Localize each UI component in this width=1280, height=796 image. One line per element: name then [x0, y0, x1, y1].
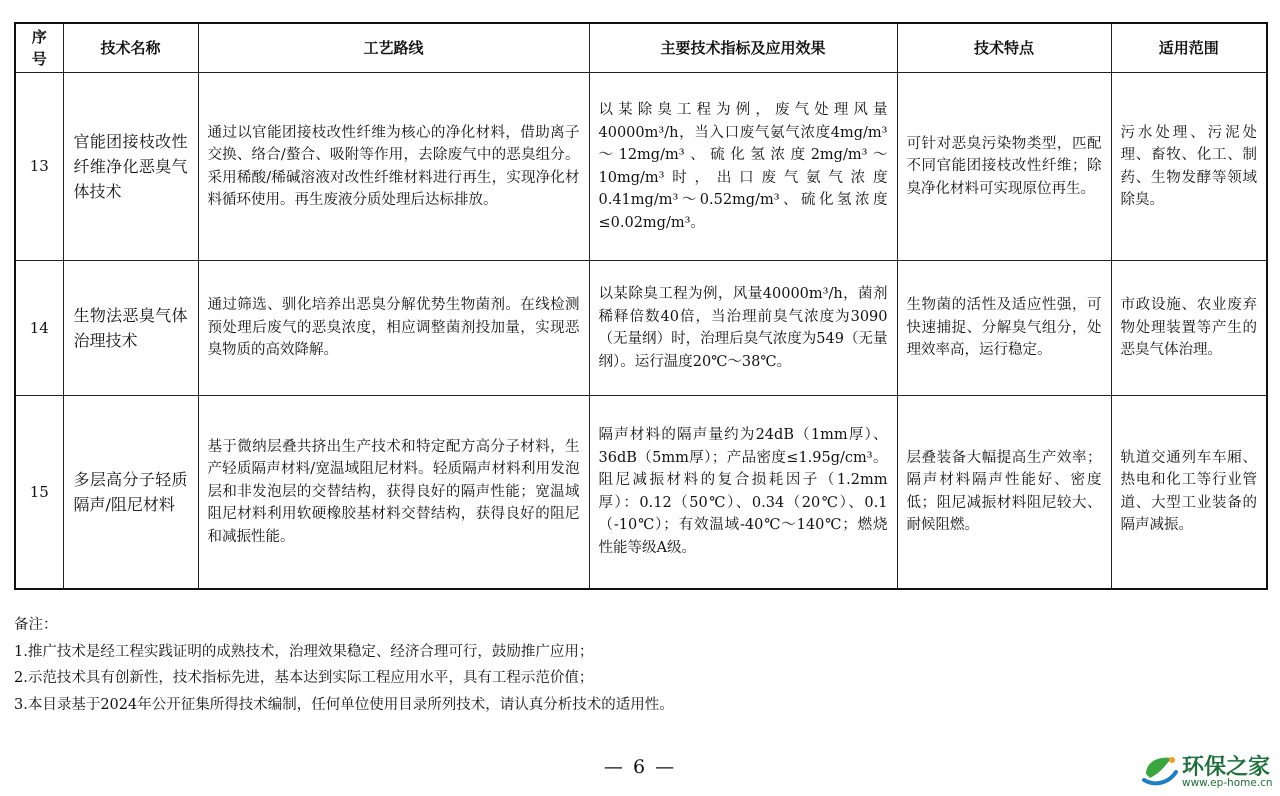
col-header-features: 技术特点 [897, 23, 1111, 73]
tech-name: 多层高分子轻质隔声/阻尼材料 [63, 396, 198, 589]
scope: 污水处理、污泥处理、畜牧、化工、制药、生物发酵等领域除臭。 [1111, 73, 1267, 261]
col-header-process: 工艺路线 [198, 23, 589, 73]
features: 生物菌的活性及适应性强，可快速捕捉、分解臭气组分，处理效率高，运行稳定。 [897, 261, 1111, 396]
watermark-site: www.ep-home.cn [1182, 777, 1273, 789]
leaf-swirl-icon [1140, 750, 1180, 790]
indicators: 以某除臭工程为例，风量40000m³/h，菌剂稀释倍数40倍，当治理前臭气浓度为3090（无量纲）时，治理后臭气浓度为549（无量纲）。运行温度20℃～38℃。 [589, 261, 897, 396]
process-route: 基于微纳层叠共挤出生产技术和特定配方高分子材料，生产轻质隔声材料/宽温域阻尼材料。轻质隔声材料利用发泡层和非发泡层的交替结构，获得良好的隔声性能；宽温域阻尼材料利用软硬橡胶基材料交替结构，获得良好的阻尼和减振性能。 [198, 396, 589, 589]
note-item: 1.推广技术是经工程实践证明的成熟技术，治理效果稳定、经济合理可行，鼓励推广应用； [14, 643, 594, 660]
col-header-scope: 适用范围 [1111, 23, 1267, 73]
tech-name: 官能团接枝改性纤维净化恶臭气体技术 [63, 73, 198, 261]
note-item: 2.示范技术具有创新性，技术指标先进，基本达到实际工程应用水平，具有工程示范价值； [14, 670, 594, 686]
indicators: 隔声材料的隔声量约为24dB（1mm厚）、36dB（5mm厚）；产品密度≤1.95g/cm³。阻尼减振材料的复合损耗因子（1.2mm厚）：0.12（50℃）、0.34（20℃）、0.1（-10℃）；有效温域-40℃～140℃；燃烧性能等级A级。 [589, 396, 897, 589]
scope: 市政设施、农业废弃物处理装置等产生的恶臭气体治理。 [1111, 261, 1267, 396]
indicators: 以某除臭工程为例，废气处理风量40000m³/h，当入口废气氨气浓度4mg/m³～12mg/m³、硫化氢浓度2mg/m³～10mg/m³时，出口废气氨气浓度0.41mg/m³～0.52mg/m³、硫化氢浓度≤0.02mg/m³。 [589, 73, 897, 261]
col-header-indicators: 主要技术指标及应用效果 [589, 23, 897, 73]
table-row [15, 73, 1267, 261]
features: 可针对恶臭污染物类型，匹配不同官能团接枝改性纤维；除臭净化材料可实现原位再生。 [897, 73, 1111, 261]
row-number: 14 [15, 261, 63, 396]
features: 层叠装备大幅提高生产效率；隔声材料隔声性能好、密度低；阻尼减振材料阻尼较大、耐候阻燃。 [897, 396, 1111, 589]
note-item: 3.本目录基于2024年公开征集所得技术编制，任何单位使用目录所列技术，请认真分析技术的适用性。 [14, 696, 674, 713]
table-row [15, 396, 1267, 589]
watermark-brand: 环保之家 [1182, 755, 1271, 780]
notes-section [14, 612, 674, 718]
process-route: 通过筛选、驯化培养出恶臭分解优势生物菌剂。在线检测预处理后废气的恶臭浓度，相应调整菌剂投加量，实现恶臭物质的高效降解。 [198, 261, 589, 396]
scope: 轨道交通列车车厢、热电和化工等行业管道、大型工业装备的隔声减振。 [1111, 396, 1267, 589]
row-number: 13 [15, 73, 63, 261]
page-number: — 6 — [603, 756, 677, 778]
col-header-name: 技术名称 [63, 23, 198, 73]
row-number: 15 [15, 396, 63, 589]
watermark-logo [1140, 748, 1276, 794]
technology-table [14, 22, 1268, 590]
table-row [15, 261, 1267, 396]
tech-name: 生物法恶臭气体治理技术 [63, 261, 198, 396]
process-route: 通过以官能团接枝改性纤维为核心的净化材料，借助离子交换、络合/螯合、吸附等作用，去除废气中的恶臭组分。采用稀酸/稀碱溶液对改性纤维材料进行再生，实现净化材料循环使用。再生废液分质处理后达标排放。 [198, 73, 589, 261]
table-header-row [15, 23, 1267, 73]
notes-title: 备注： [14, 617, 58, 633]
col-header-no: 序号 [15, 23, 63, 73]
